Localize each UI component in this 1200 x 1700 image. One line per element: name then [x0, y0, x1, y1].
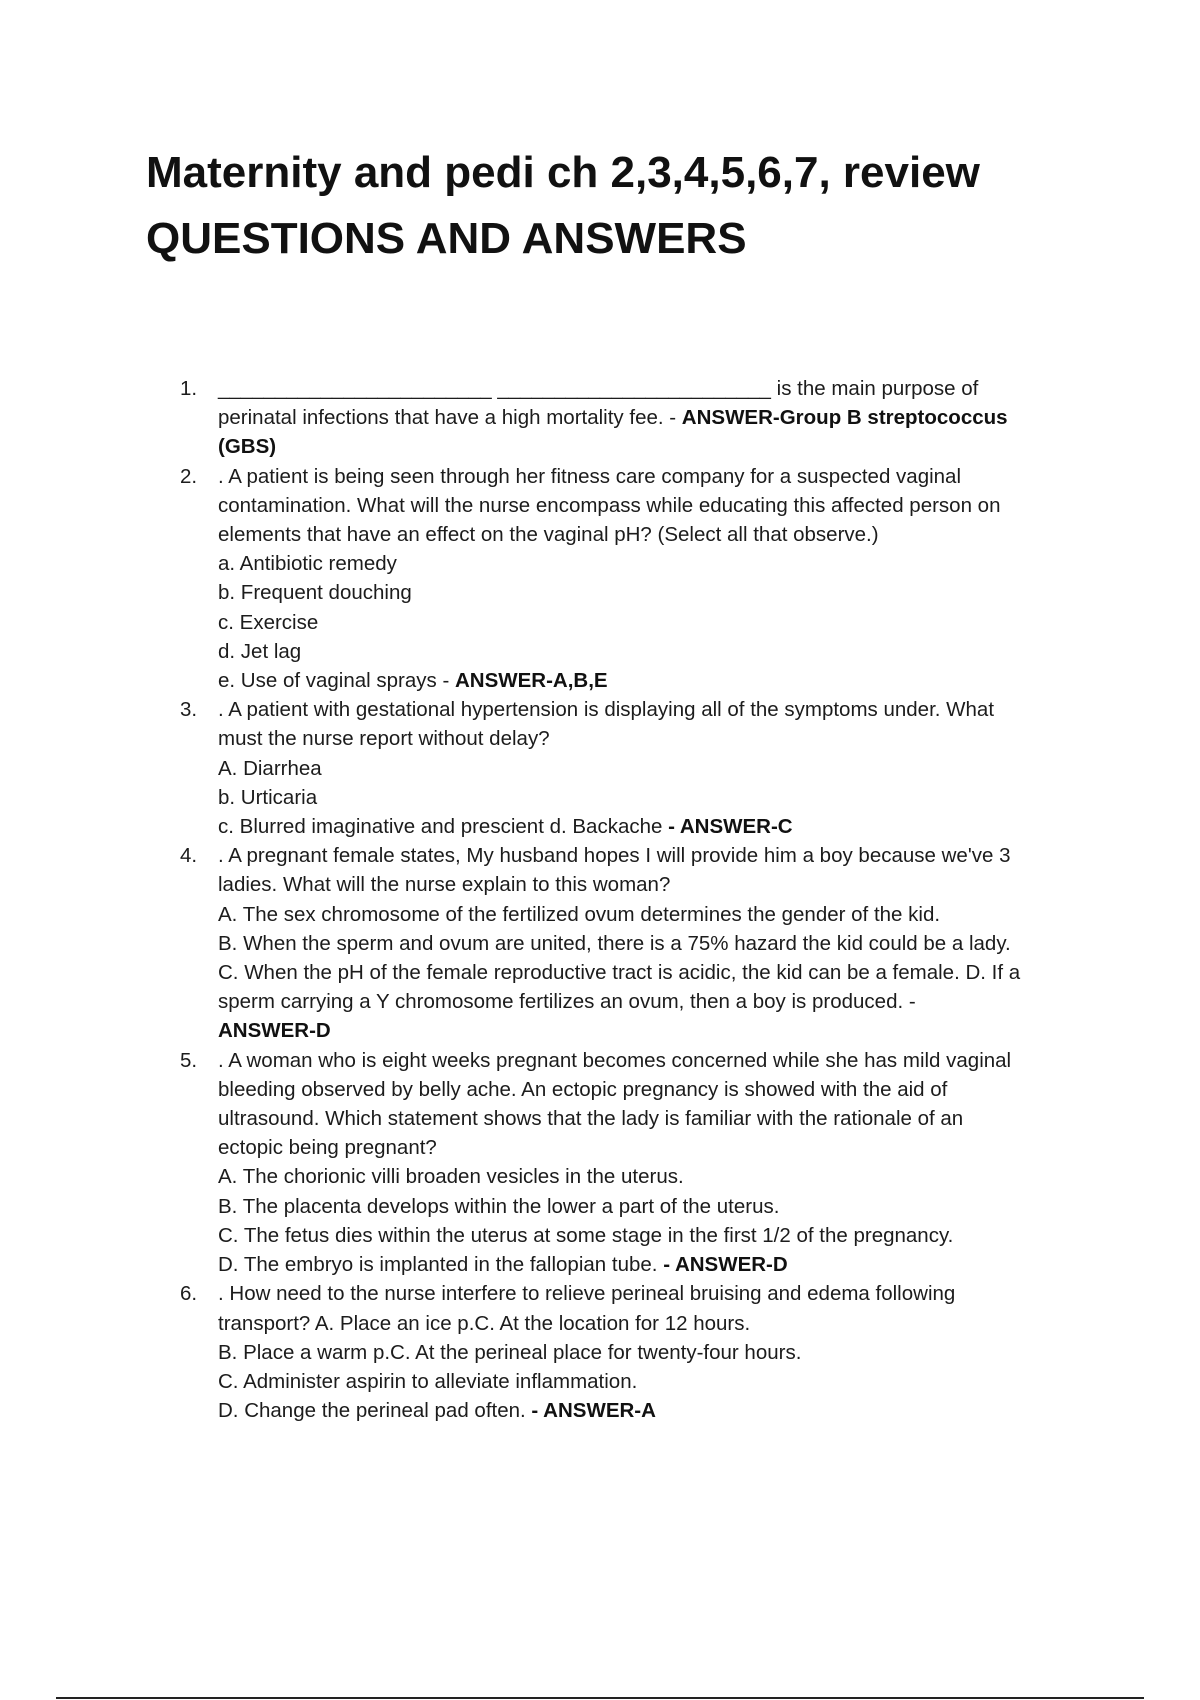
question-list	[180, 374, 1095, 1425]
question-line: ultrasound. Which statement shows that the lady is familiar with the rationale of an	[218, 1107, 964, 1131]
option-d	[218, 1250, 1095, 1279]
option-d	[218, 1396, 1095, 1425]
option-c: c. Exercise	[218, 610, 319, 634]
question-text: D. Change the perineal pad often.	[218, 1399, 532, 1423]
title-line-2: QUESTIONS AND ANSWERS	[146, 214, 747, 263]
option-c: C. The fetus dies within the uterus at some stage in the first 1/2 of the pregnancy.	[218, 1223, 954, 1247]
question-line: . How need to the nurse interfere to relieve perineal bruising and edema following	[218, 1282, 956, 1306]
question-number: 3.	[180, 698, 198, 722]
answer-text: - ANSWER-A	[531, 1399, 656, 1423]
option-b: b. Urticaria	[218, 785, 318, 809]
question-line: bleeding observed by belly ache. An ectopic pregnancy is showed with the aid of	[218, 1077, 948, 1101]
question-item-2	[180, 462, 1095, 696]
answer-text: (GBS)	[218, 435, 277, 459]
option-c: C. Administer aspirin to alleviate inflammation.	[218, 1369, 638, 1393]
question-line: ________________________ ________________________ is the main purpose of	[218, 377, 979, 400]
question-text: e. Use of vaginal sprays -	[218, 669, 455, 693]
title-line-1: Maternity and pedi ch 2,3,4,5,6,7, review	[146, 148, 980, 197]
option-c: C. When the pH of the female reproductive tract is acidic, the kid can be a female. D. If a	[218, 961, 1021, 985]
question-number: 2.	[180, 464, 198, 488]
question-line: . A patient is being seen through her fitness care company for a suspected vaginal	[218, 464, 962, 488]
question-line: . A patient with gestational hypertension is displaying all of the symptoms under. What	[218, 698, 995, 722]
option-d: sperm carrying a Y chromosome fertilizes an ovum, then a boy is produced. -	[218, 990, 916, 1014]
option-b: B. Place a warm p.C. At the perineal place for twenty-four hours.	[218, 1340, 802, 1364]
question-item-1	[180, 374, 1095, 462]
option-c	[218, 812, 1095, 841]
question-line: transport? A. Place an ice p.C. At the location for 12 hours.	[218, 1311, 751, 1335]
question-line: contamination. What will the nurse encompass while educating this affected person on	[218, 493, 1001, 517]
question-item-5	[180, 1046, 1095, 1280]
option-e	[218, 666, 1095, 695]
answer-text: ANSWER-D	[218, 1019, 331, 1043]
question-number: 4.	[180, 844, 198, 868]
question-number: 1.	[180, 377, 198, 400]
answer-text: ANSWER-Group B streptococcus	[681, 406, 1008, 430]
answer-text: - ANSWER-C	[668, 815, 793, 839]
question-text: perinatal infections that have a high mortality fee. -	[218, 406, 682, 430]
question-item-6	[180, 1279, 1095, 1425]
question-line: elements that have an effect on the vaginal pH? (Select all that observe.)	[218, 523, 879, 547]
question-text: D. The embryo is implanted in the fallopian tube.	[218, 1253, 664, 1277]
question-line: must the nurse report without delay?	[218, 727, 550, 751]
question-line: . A pregnant female states, My husband hopes I will provide him a boy because we've 3	[218, 844, 1011, 868]
question-item-3	[180, 695, 1095, 841]
question-line: ladies. What will the nurse explain to this woman?	[218, 873, 671, 897]
question-line: ectopic being pregnant?	[218, 1136, 437, 1160]
option-b: b. Frequent douching	[218, 581, 412, 605]
bottom-divider	[56, 1697, 1144, 1699]
option-a: a. Antibiotic remedy	[218, 552, 397, 576]
answer-text: ANSWER-A,B,E	[455, 669, 608, 693]
question-item-4	[180, 841, 1095, 1045]
question-line: . A woman who is eight weeks pregnant becomes concerned while she has mild vaginal	[218, 1048, 1012, 1072]
question-number: 6.	[180, 1282, 198, 1306]
option-b: B. When the sperm and ovum are united, there is a 75% hazard the kid could be a lady.	[218, 931, 1011, 955]
question-text: c. Blurred imaginative and prescient d. Backache	[218, 815, 669, 839]
option-d: d. Jet lag	[218, 639, 302, 663]
option-b: B. The placenta develops within the lower a part of the uterus.	[218, 1194, 780, 1218]
page-title	[146, 140, 1106, 272]
question-number: 5.	[180, 1048, 198, 1072]
answer-text: - ANSWER-D	[663, 1253, 788, 1277]
option-a: A. Diarrhea	[218, 756, 322, 780]
option-a: A. The chorionic villi broaden vesicles in the uterus.	[218, 1165, 684, 1189]
option-a: A. The sex chromosome of the fertilized ovum determines the gender of the kid.	[218, 902, 941, 926]
question-line	[218, 403, 1095, 432]
